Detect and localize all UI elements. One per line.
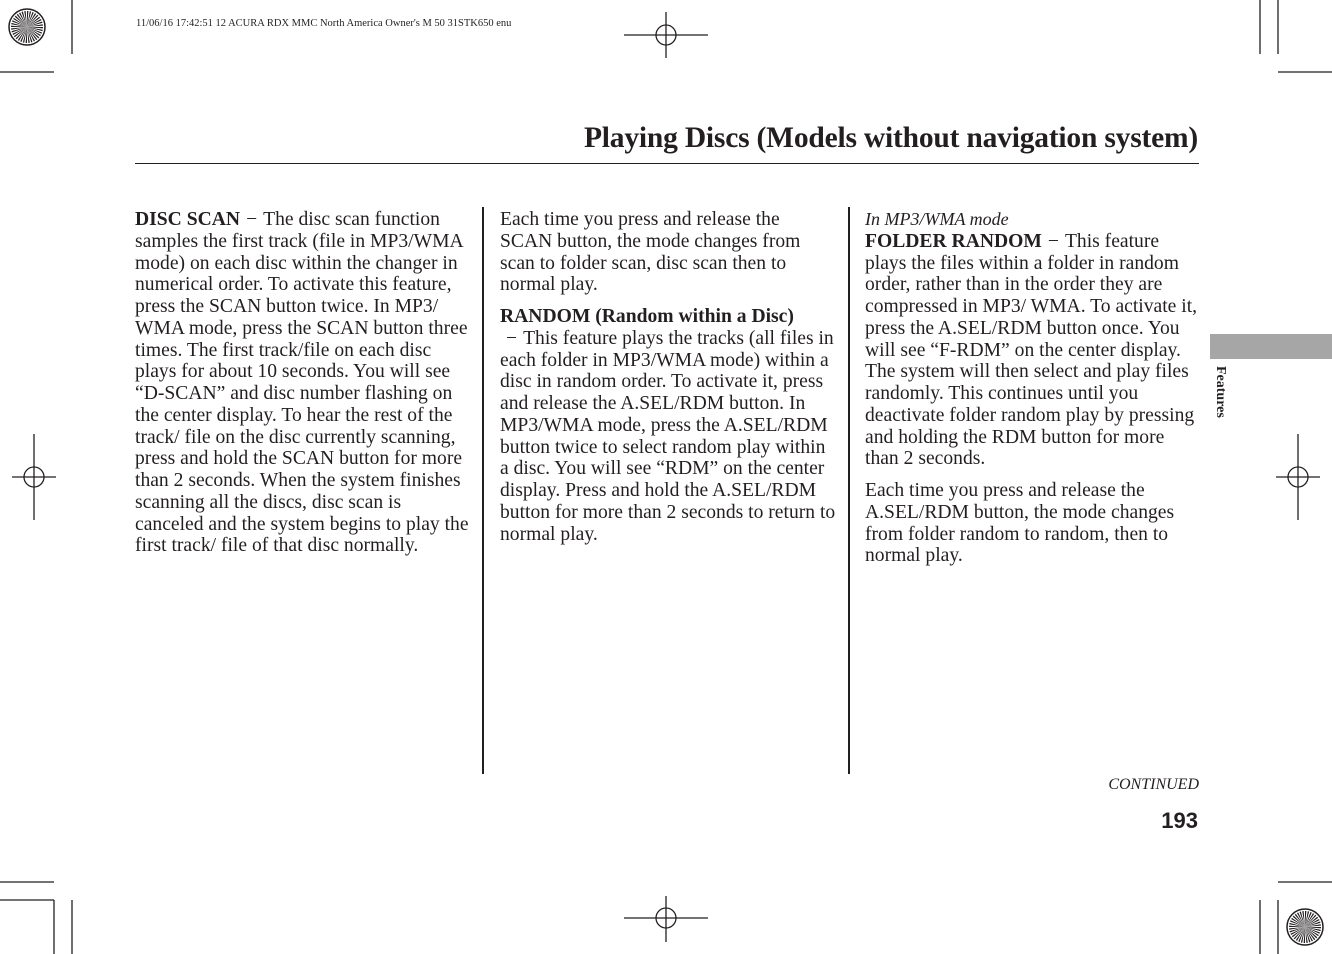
print-info: 11/06/16 17:42:51 12 ACURA RDX MMC North America Owner's M 50 31STK650 enu xyxy=(136,18,512,29)
continued-label: CONTINUED xyxy=(1108,776,1199,793)
paragraph-random xyxy=(500,306,836,545)
section-tab-label: Features xyxy=(1213,366,1228,418)
paragraph-text: This feature plays the tracks (all files in each folder in MP3/WMA mode) within a disc in random order. To activate it, press and release the A.SEL/RDM button. In MP3/WMA mode, press the A.SEL/RDM button twice to select random play within a disc. You will see “RDM” on the center display. Press and hold the A.SEL/RDM button for more than 2 seconds to return to normal play. xyxy=(500,327,836,545)
term-disc-scan: DISC SCAN xyxy=(135,209,241,230)
paragraph-folder-random xyxy=(865,231,1201,470)
column-2 xyxy=(500,209,836,555)
paragraph-random-modes: Each time you press and release the A.SEL/RDM button, the mode changes from folder random to random, then to normal play. xyxy=(865,480,1175,567)
em-dash: − xyxy=(246,209,258,230)
registration-sunburst-icon xyxy=(1287,909,1323,945)
page-title: Playing Discs (Models without navigation system) xyxy=(583,122,1198,154)
paragraph-disc-scan xyxy=(135,209,471,557)
page-number: 193 xyxy=(1161,808,1198,833)
title-rule xyxy=(135,163,1199,164)
term-folder-random: FOLDER RANDOM xyxy=(865,230,1042,252)
paragraph-text: The disc scan function samples the first track (file in MP3/WMA mode) on each disc within the changer in numerical order. To activate this feature, press the SCAN button twice. In MP3/ WMA mode, press the SCAN button three times. The first track/file on each disc plays for about 10 seconds. You will see “D-SCAN” and disc number flashing on the center display. To hear the rest of the track/ file on the disc currently scanning, press and hold the SCAN button for more than 2 seconds. When the system finishes scanning all the discs, disc scan is canceled and the system begins to play the first track/ file of that disc normally. xyxy=(135,209,469,557)
em-dash: − xyxy=(506,327,518,349)
paragraph-scan-modes: Each time you press and release the SCAN button, the mode changes from scan to folder scan, disc scan then to normal play. xyxy=(500,209,801,296)
paragraph-text: This feature plays the files within a folder in random order, rather than in the order they are compressed in MP3/ WMA. To activate it, press the A.SEL/RDM button once. You will see “F-RDM” on the center display. The system will then select and play files randomly. This continues until you deactivate folder random play by pressing and holding the RDM button for more than 2 seconds. xyxy=(865,230,1198,470)
subheading-mp3-wma: In MP3/WMA mode xyxy=(865,209,1009,229)
column-3 xyxy=(865,209,1201,577)
registration-sunburst-icon xyxy=(9,9,45,45)
column-divider xyxy=(848,207,850,774)
column-1 xyxy=(135,209,471,567)
term-random: RANDOM (Random within a Disc) xyxy=(500,306,794,327)
section-tab xyxy=(1210,334,1332,359)
column-divider xyxy=(482,207,484,774)
em-dash: − xyxy=(1047,230,1059,252)
